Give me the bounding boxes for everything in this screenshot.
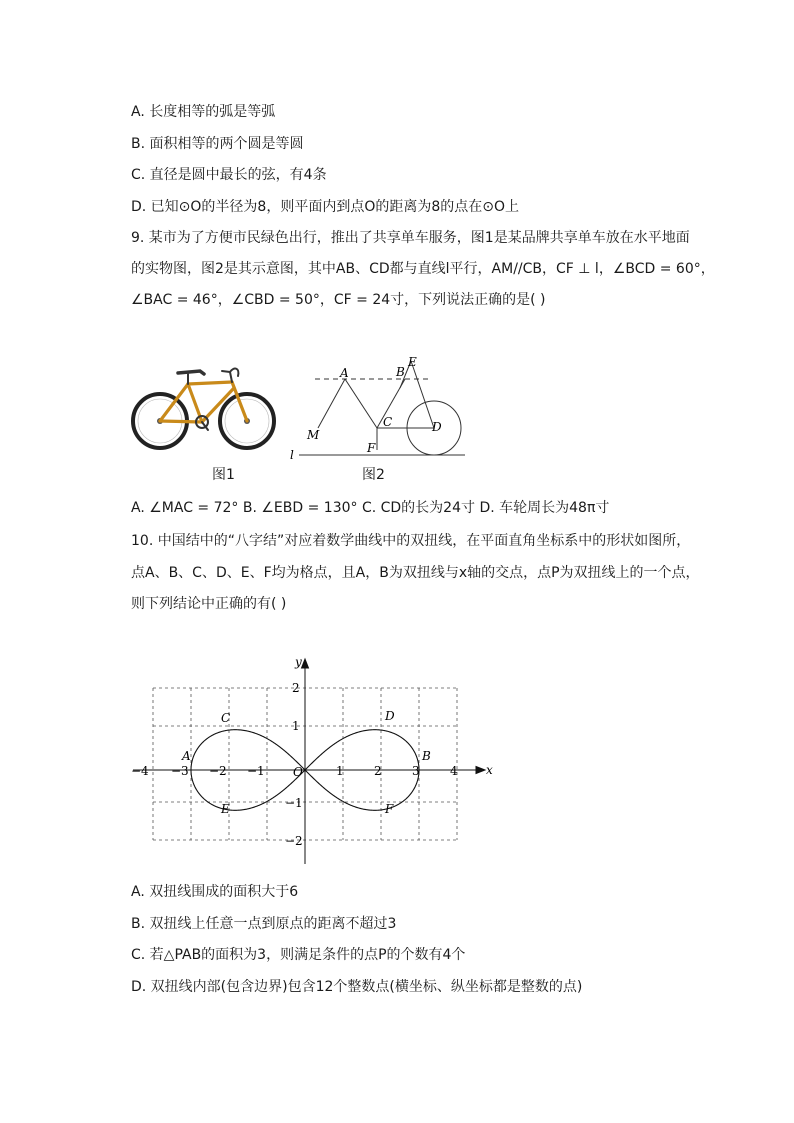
point-C: C — [221, 711, 231, 725]
x-tick: −3 — [171, 764, 189, 778]
label-M: M — [307, 428, 320, 442]
x-tick: 3 — [412, 764, 420, 778]
origin-label: O — [293, 765, 303, 779]
q10-stem-line3: 则下列结论中正确的有( ) — [131, 596, 287, 612]
q10-option-b: B. 双扭线上任意一点到原点的距离不超过3 — [131, 916, 397, 932]
point-labels — [181, 709, 431, 816]
x-tick: −4 — [131, 764, 149, 778]
x-tick: 1 — [336, 764, 344, 778]
q9-options: A. ∠MAC = 72° B. ∠EBD = 130° C. CD的长为24寸 D. 车轮周长为48π寸 — [131, 500, 610, 516]
q10-stem-line1: 10. 中国结中的“八字结”对应着数学曲线中的双扭线，在平面直角坐标系中的形状如图所， — [131, 533, 691, 549]
q10-option-c: C. 若△PAB的面积为3，则满足条件的点P的个数有4个 — [131, 947, 466, 963]
label-D: D — [432, 420, 442, 434]
y-tick: −1 — [285, 796, 303, 810]
label-l: l — [290, 448, 294, 462]
q10-option-a: A. 双扭线围成的面积大于6 — [131, 884, 299, 900]
x-tick: 4 — [450, 764, 458, 778]
x-tick: 2 — [374, 764, 382, 778]
q10-stem-line2: 点A、B、C、D、E、F均为格点，且A，B为双扭线与x轴的交点，点P为双扭线上的一个点， — [131, 565, 700, 581]
q8-option-c: C. 直径是圆中最长的弦，有4条 — [131, 167, 327, 183]
point-F: F — [385, 802, 394, 816]
y-tick: −2 — [285, 834, 303, 848]
figure2-caption: 图2 — [362, 467, 385, 483]
label-A: A — [340, 366, 349, 380]
lemniscate-graph — [125, 650, 495, 868]
y-tick: 1 — [292, 719, 300, 733]
y-axis-label: y — [295, 655, 302, 669]
x-tick: −1 — [247, 764, 265, 778]
q10-option-d: D. 双扭线内部(包含边界)包含12个整数点(横坐标、纵坐标都是整数的点) — [131, 979, 583, 995]
label-E: E — [408, 355, 417, 369]
q8-option-d: D. 已知⊙O的半径为8，则平面内到点O的距离为8的点在⊙O上 — [131, 199, 520, 215]
label-B: B — [396, 365, 405, 379]
x-tick: −2 — [209, 764, 227, 778]
point-B: B — [422, 749, 431, 763]
point-D: D — [385, 709, 395, 723]
q8-option-a: A. 长度相等的弧是等弧 — [131, 104, 276, 120]
point-A: A — [182, 749, 191, 763]
q8-option-b: B. 面积相等的两个圆是等圆 — [131, 136, 304, 152]
bicycle-photo-figure — [130, 360, 280, 455]
label-F: F — [367, 441, 376, 455]
label-C: C — [383, 415, 393, 429]
point-E: E — [221, 802, 230, 816]
y-tick: 2 — [292, 681, 300, 695]
q9-stem-line1: 9. 某市为了方便市民绿色出行，推出了共享单车服务，图1是某品牌共享单车放在水平地面 — [131, 230, 690, 246]
figure1-caption: 图1 — [212, 467, 235, 483]
q9-stem-line3: ∠BAC = 46°，∠CBD = 50°，CF = 24寸，下列说法正确的是( ) — [131, 292, 546, 308]
bicycle-schematic-figure — [285, 350, 470, 465]
q9-stem-line2: 的实物图，图2是其示意图，其中AB、CD都与直线l平行，AM//CB，CF ⊥ l，∠BCD = 60°， — [131, 261, 715, 277]
x-axis-label: x — [486, 763, 493, 777]
